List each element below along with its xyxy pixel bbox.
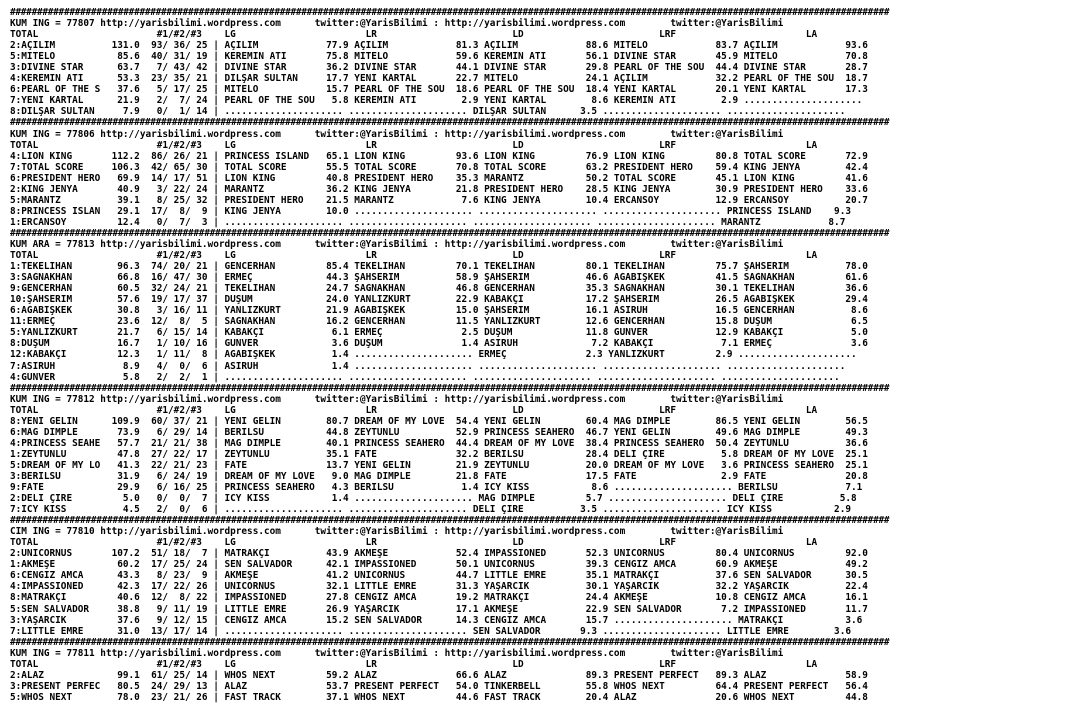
horse-score-row: 6:CENGİZ AMCA 43.3 8/ 23/ 9 | AKMEŞE 41.2 UNICORNUS 44.7 LITTLE EMRE 35.1 MATRAKÇI 37.6 SEN SALVADOR 30.5 (10, 570, 868, 582)
horse-score-row: 4:PRINCESS SEAHE 57.7 21/ 21/ 38 | MAG DIMPLE 40.1 PRINCESS SEAHERO 44.4 DREAM OF MY LOVE 38.4 PRINCESS SEAHERO 50.4 ZEYTUNLU 36.6 (10, 437, 868, 449)
race-title-line: KUM ING = 77806 http://yarisbilimi.wordpress.com twitter:@YarisBilimi : http://yarisbilimi.wordpress.com twitter:@YarisBilimi (10, 128, 784, 140)
horse-score-row: 4:KEREMİN ATI 53.3 23/ 35/ 21 | DİLŞAR SULTAN 17.7 YENİ KARTAL 22.7 MİTELO 24.1 AÇILIM 32.2 PEARL OF THE SOU 18.7 (10, 73, 868, 85)
hash-separator-line: ################################################################################################################################################################### (10, 382, 890, 394)
horse-score-row: 8:PRINCESS ISLAN 29.1 17/ 8/ 9 | KING JENYA 10.0 ..................... ..................... ..................... PRINCESS ISLAND 9.3 (10, 205, 851, 217)
horse-score-row: 4:LION KING 112.2 86/ 26/ 21 | PRINCESS ISLAND 65.1 LION KING 93.6 LION KING 76.9 LION KING 80.8 TOTAL SCORE 72.9 (10, 150, 868, 162)
horse-score-row: 9:GENCERHAN 60.5 32/ 24/ 21 | TEKELİHAN 24.7 SAĞNAKHAN 46.8 GENCERHAN 35.3 SAĞNAKHAN 30.1 TEKELİHAN 36.6 (10, 283, 868, 295)
hash-separator-line: ################################################################################################################################################################### (10, 7, 890, 18)
horse-score-row: 8:DÜŞÜM 16.7 1/ 10/ 16 | GÜNVER 3.6 DÜŞÜM 1.4 ASIRUH 7.2 KABAKÇI 7.1 ERMEÇ 3.6 (10, 338, 868, 350)
horse-score-row: 11:ERMEÇ 23.6 12/ 8/ 5 | SAĞNAKHAN 16.2 GENCERHAN 11.5 YANLIZKURT 12.6 GENCERHAN 15.8 DÜŞÜM 6.5 (10, 316, 868, 328)
horse-score-row: 6:PEARL OF THE S 37.6 5/ 17/ 25 | MİTELO 15.7 PEARL OF THE SOU 18.6 PEARL OF THE SOU 18.4 YENİ KARTAL 20.1 YENİ KARTAL 17.3 (10, 84, 868, 96)
horse-score-row: 3:DIVINE STAR 63.7 7/ 43/ 42 | DIVINE STAR 36.2 DIVINE STAR 44.1 DIVINE STAR 29.8 PEARL OF THE SOU 44.4 DIVINE STAR 28.7 (10, 62, 868, 74)
horse-score-row: 4:GÜNVER 5.8 2/ 2/ 1 | ..................... ..................... ..................... ..................... ..................... (10, 371, 840, 383)
horse-score-row: 10:ŞAHSERİM 57.6 19/ 17/ 37 | DÜŞÜM 24.0 YANLIZKURT 22.9 KABAKÇI 17.2 ŞAHSERİM 26.5 AĞABİŞKEK 29.4 (10, 294, 868, 306)
hash-separator-line: ################################################################################################################################################################### (10, 227, 890, 239)
horse-score-row: 1:TEKELİHAN 96.3 74/ 20/ 21 | GENCERHAN 85.4 TEKELİHAN 70.1 TEKELİHAN 80.1 TEKELİHAN 75.7 ŞAHSERİM 78.0 (10, 261, 868, 273)
horse-score-row: 5:DREAM OF MY LO 41.3 22/ 21/ 23 | FATE 13.7 YENİ GELİN 21.9 ZEYTUNLU 20.0 DREAM OF MY LOVE 3.6 PRINCESS SEAHERO 25.1 (10, 459, 868, 471)
race-title-line: KUM ING = 77807 http://yarisbilimi.wordpress.com twitter:@YarisBilimi : http://yarisbilimi.wordpress.com twitter:@YarisBilimi (10, 18, 784, 30)
horse-score-row: 3:PRESENT PERFEC 80.5 24/ 29/ 13 | ALAZ 53.7 PRESENT PERFECT 54.0 TINKERBELL 55.8 WHOS NEXT 64.4 PRESENT PERFECT 56.4 (10, 680, 868, 692)
race-title-line: KUM ING = 77812 http://yarisbilimi.wordpress.com twitter:@YarisBilimi : http://yarisbilimi.wordpress.com twitter:@YarisBilimi (10, 393, 784, 405)
horse-score-row: 7:LITTLE EMRE 31.0 13/ 17/ 14 | ..................... ..................... SEN SALVADOR 9.3 ..................... LITTLE EMRE 3.6 (10, 625, 851, 637)
horse-score-row: 6:MAG DIMPLE 73.9 6/ 29/ 14 | BERİLSU 44.8 ZEYTUNLU 52.9 PRINCESS SEAHERO 46.7 YENİ GELİN 49.6 MAG DIMPLE 49.3 (10, 426, 868, 438)
horse-score-row: 4:IMPASSIONED 42.3 17/ 22/ 26 | UNICORNUS 32.1 LITTLE EMRE 31.3 YAŞARCIK 30.1 YAŞARCIK 32.2 YAŞARCIK 22.4 (10, 581, 868, 593)
horse-score-row: 1:ZEYTUNLU 47.8 27/ 22/ 17 | ZEYTUNLU 35.1 FATE 32.2 BERİLSU 28.4 DELİ ÇİRE 5.8 DREAM OF MY LOVE 25.1 (10, 448, 868, 460)
horse-score-row: 2:KING JENYA 40.9 3/ 22/ 24 | MARANTZ 36.2 KING JENYA 21.8 PRESIDENT HERO 28.5 KING JENYA 30.9 PRESIDENT HERO 33.6 (10, 183, 868, 195)
horse-score-row: 2:ALAZ 99.1 61/ 25/ 14 | WHOS NEXT 59.2 ALAZ 66.6 ALAZ 89.3 PRESENT PERFECT 89.3 ALAZ 58.9 (10, 669, 868, 681)
horse-score-row: 5:MARANTZ 39.1 8/ 25/ 32 | PRESIDENT HERO 21.5 MARANTZ 7.6 KING JENYA 10.4 ERCANSOY 12.9 ERCANSOY 20.7 (10, 194, 868, 206)
hash-separator-line: ################################################################################################################################################################### (10, 117, 890, 129)
horse-score-row: 3:SAĞNAKHAN 66.8 16/ 47/ 30 | ERMEÇ 44.3 ŞAHSERİM 58.9 ŞAHSERİM 46.6 AĞABİŞKEK 41.5 SAĞNAKHAN 61.6 (10, 272, 868, 284)
horse-score-row: 3:YAŞARCIK 37.6 9/ 12/ 15 | CENGİZ AMCA 15.2 SEN SALVADOR 14.3 CENGİZ AMCA 15.7 ..................... MATRAKÇI 3.6 (10, 614, 863, 626)
horse-score-row: 6:PRESIDENT HERO 69.9 14/ 17/ 51 | LION KING 40.8 PRESIDENT HERO 35.3 MARANTZ 50.2 TOTAL SCORE 45.1 LION KING 41.6 (10, 172, 868, 184)
horse-score-row: 7:ICY KISS 4.5 2/ 0/ 6 | ..................... ..................... DELİ ÇİRE 3.5 ..................... ICY KISS 2.9 (10, 504, 851, 516)
hash-separator-line: ################################################################################################################################################################### (10, 636, 890, 648)
horse-score-row: 3:BERİLSU 31.9 6/ 24/ 19 | DREAM OF MY LOVE 9.0 MAG DIMPLE 21.8 FATE 17.5 FATE 2.9 FATE 20.8 (10, 470, 868, 482)
horse-score-row: 9:FATE 29.9 6/ 16/ 25 | PRINCESS SEAHERO 4.3 BERİLSU 1.4 ICY KISS 8.6 ..................... BERİLSU 7.1 (10, 482, 863, 494)
race-title-line: KUM ING = 77811 http://yarisbilimi.wordpress.com twitter:@YarisBilimi : http://yarisbilimi.wordpress.com twitter:@YarisBilimi (10, 647, 784, 659)
horse-score-row: 6:AĞABİŞKEK 30.8 3/ 16/ 11 | YANLIZKURT 21.9 AĞABİŞKEK 15.0 ŞAHSERİM 16.1 ASIRUH 16.5 GENCERHAN 8.6 (10, 305, 868, 317)
horse-score-row: 8:MATRAKÇI 40.6 12/ 8/ 22 | IMPASSIONED 27.8 CENGİZ AMCA 19.2 MATRAKÇI 24.4 AKMEŞE 10.8 CENGİZ AMCA 16.1 (10, 592, 868, 604)
horse-score-row: 8:YENİ GELİN 109.9 60/ 37/ 21 | YENİ GELİN 80.7 DREAM OF MY LOVE 54.4 YENİ GELİN 60.4 MAG DIMPLE 86.5 YENİ GELİN 56.5 (10, 415, 868, 427)
column-header-line: TOTAL #1/#2/#3 LG LR LD LRF LA (10, 139, 818, 151)
column-header-line: TOTAL #1/#2/#3 LG LR LD LRF LA (10, 250, 818, 262)
horse-score-row: 5:SEN SALVADOR 38.8 9/ 11/ 19 | LITTLE EMRE 26.9 YAŞARCIK 17.1 AKMEŞE 22.9 SEN SALVADOR 7.2 IMPASSIONED 11.7 (10, 603, 868, 615)
column-header-line: TOTAL #1/#2/#3 LG LR LD LRF LA (10, 29, 818, 41)
column-header-line: TOTAL #1/#2/#3 LG LR LD LRF LA (10, 404, 818, 416)
horse-score-row: 7:ASIRUH 8.9 4/ 0/ 6 | ASIRUH 1.4 ..................... ..................... ..................... ..................... (10, 360, 846, 372)
column-header-line: TOTAL #1/#2/#3 LG LR LD LRF LA (10, 537, 818, 549)
horse-score-row: 5:WHOS NEXT 78.0 23/ 21/ 26 | FAST TRACK 37.1 WHOS NEXT 44.6 FAST TRACK 20.4 ALAZ 20.6 WHOS NEXT 44.8 (10, 691, 868, 703)
horse-score-row: 8:DİLŞAR SULTAN 7.9 0/ 1/ 14 | ..................... ..................... DİLŞAR SULTAN 3.5 ..................... ..................... (10, 106, 846, 118)
horse-score-row: 5:YANLIZKURT 21.7 6/ 15/ 14 | KABAKÇI 6.1 ERMEÇ 2.5 DÜŞÜM 11.8 GÜNVER 12.9 KABAKÇI 5.0 (10, 327, 868, 339)
horse-score-row: 2:AÇILIM 131.0 93/ 36/ 25 | AÇILIM 77.9 AÇILIM 81.3 AÇILIM 88.6 MİTELO 83.7 AÇILIM 93.6 (10, 40, 868, 52)
horse-score-row: 2:UNICORNUS 107.2 51/ 18/ 7 | MATRAKÇI 43.9 AKMEŞE 52.4 IMPASSIONED 52.3 UNICORNUS 80.4 UNICORNUS 92.0 (10, 548, 868, 560)
horse-score-row: 12:KABAKÇI 12.3 1/ 11/ 8 | AĞABİŞKEK 1.4 ..................... ERMEÇ 2.3 YANLIZKURT 2.9 ..................... (10, 349, 857, 361)
horse-score-row: 7:TOTAL SCORE 106.3 42/ 65/ 30 | TOTAL SCORE 55.5 TOTAL SCORE 70.8 TOTAL SCORE 63.2 PRESIDENT HERO 59.4 KING JENYA 42.4 (10, 161, 868, 173)
horse-score-row: 2:DELİ ÇİRE 5.0 0/ 0/ 7 | ICY KISS 1.4 ..................... MAG DIMPLE 5.7 ..................... DELİ ÇİRE 5.8 (10, 493, 857, 505)
horse-score-row: 7:YENİ KARTAL 21.9 2/ 7/ 24 | PEARL OF THE SOU 5.8 KEREMİN ATI 2.9 YENİ KARTAL 8.6 KEREMİN ATI 2.9 ..................... (10, 95, 863, 107)
horse-score-row: 1:ERCANSOY 12.4 0/ 7/ 3 | ..................... ..................... ..................... ..................... MARANTZ 8.7 (10, 216, 846, 228)
column-header-line: TOTAL #1/#2/#3 LG LR LD LRF LA (10, 658, 818, 670)
horse-score-row: 1:AKMEŞE 60.2 17/ 25/ 24 | SEN SALVADOR 42.1 IMPASSIONED 50.1 UNICORNUS 39.3 CENGİZ AMCA 60.9 AKMEŞE 49.2 (10, 559, 868, 571)
hash-separator-line: ################################################################################################################################################################### (10, 515, 890, 527)
race-title-line: KUM ARA = 77813 http://yarisbilimi.wordpress.com twitter:@YarisBilimi : http://yarisbilimi.wordpress.com twitter:@YarisBilimi (10, 238, 784, 250)
race-title-line: CIM ING = 77810 http://yarisbilimi.wordpress.com twitter:@YarisBilimi : http://yarisbilimi.wordpress.com twitter:@YarisBilimi (10, 526, 784, 538)
horse-score-row: 5:MİTELO 85.6 40/ 31/ 19 | KEREMİN ATI 75.8 MİTELO 59.6 KEREMİN ATI 56.1 DIVINE STAR 45.9 MİTELO 70.8 (10, 51, 868, 63)
